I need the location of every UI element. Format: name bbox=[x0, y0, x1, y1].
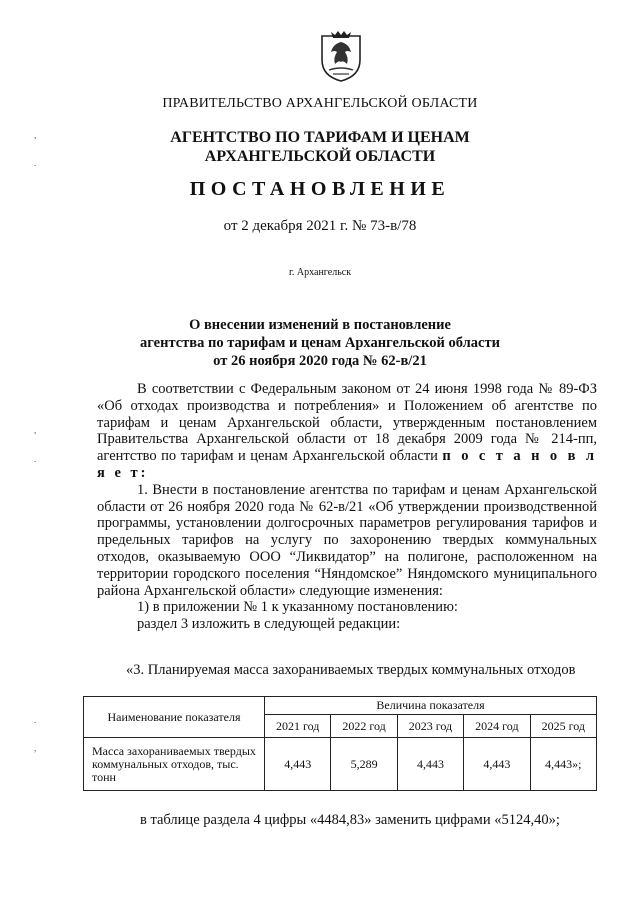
margin-mark: . bbox=[34, 158, 37, 168]
margin-mark: , bbox=[34, 130, 37, 140]
year-header: 2024 год bbox=[464, 715, 530, 738]
decides-keyword: п о с т а н о в л я е т: bbox=[97, 448, 597, 481]
document-type: ПОСТАНОВЛЕНИЕ bbox=[189, 178, 451, 200]
year-header: 2022 год bbox=[331, 715, 397, 738]
final-instruction: в таблице раздела 4 цифры «4484,83» заменить цифрами «5124,40»; bbox=[140, 812, 560, 828]
subject-line: от 26 ноября 2020 года № 62-в/21 bbox=[213, 353, 427, 369]
agency-title-line: АГЕНТСТВО ПО ТАРИФАМ И ЦЕНАМ bbox=[170, 129, 470, 146]
preamble-text: В соответствии с Федеральным законом от 24 июня 1998 года № 89-ФЗ «Об отходах производства и потребления» и Положением об агентстве по тарифам и ценам Архангельской области, утвержденным постановлением Правительства Архангельской области от 18 декабря 2009 года № 214-пп, агентство по тарифам и ценам Архангельской области bbox=[97, 381, 597, 465]
row-value: 4,443 bbox=[265, 738, 331, 791]
preamble-paragraph bbox=[97, 381, 597, 482]
table-header-row bbox=[84, 697, 597, 715]
document-subject bbox=[0, 316, 640, 370]
section-3-title: «3. Планируемая масса захораниваемых твердых коммунальных отходов bbox=[126, 662, 576, 678]
table-row bbox=[84, 738, 597, 791]
row-value: 4,443 bbox=[397, 738, 463, 791]
margin-mark: , bbox=[34, 743, 37, 753]
subitem-2: раздел 3 изложить в следующей редакции: bbox=[137, 616, 401, 633]
city: г. Архангельск bbox=[288, 267, 352, 278]
government-title: ПРАВИТЕЛЬСТВО АРХАНГЕЛЬСКОЙ ОБЛАСТИ bbox=[162, 96, 478, 111]
agency-title-line: АРХАНГЕЛЬСКОЙ ОБЛАСТИ bbox=[204, 148, 436, 165]
name-column-header: Наименование показателя bbox=[84, 697, 265, 738]
year-header: 2023 год bbox=[397, 715, 463, 738]
year-header: 2025 год bbox=[530, 715, 596, 738]
margin-mark: . bbox=[34, 715, 37, 725]
date-and-number: от 2 декабря 2021 г. № 73-в/78 bbox=[223, 218, 417, 234]
row-value: 4,443 bbox=[464, 738, 530, 791]
agency-title bbox=[0, 128, 640, 166]
item-1-paragraph: 1. Внести в постановление агентства по тарифам и ценам Архангельской области от 26 ноября 2020 года № 62-в/21 «Об утверждении производственной программы, установлении долгосрочных параметров регулирования тарифов и предельных тарифов на услугу по захоронению твердых коммунальных отходов, оказываемую ООО “Ликвидатор” на полигоне, расположенном на территории городского поселения “Няндомское” Няндомского муниципального района Архангельской области» следующие изменения: bbox=[97, 481, 597, 599]
value-column-header: Величина показателя bbox=[265, 697, 597, 715]
row-name: Масса захораниваемых твердых коммунальных отходов, тыс. тонн bbox=[84, 738, 265, 791]
margin-mark: , bbox=[34, 425, 37, 435]
document-body bbox=[97, 381, 597, 633]
mass-table bbox=[83, 696, 597, 791]
subitem-1: 1) в приложении № 1 к указанному постановлению: bbox=[137, 599, 458, 616]
subject-line: О внесении изменений в постановление bbox=[189, 317, 451, 333]
row-value: 4,443»; bbox=[530, 738, 596, 791]
subject-line: агентства по тарифам и ценам Архангельской области bbox=[140, 335, 500, 351]
margin-mark: . bbox=[34, 454, 37, 464]
row-value: 5,289 bbox=[331, 738, 397, 791]
year-header: 2021 год bbox=[265, 715, 331, 738]
coat-of-arms-icon bbox=[319, 30, 363, 82]
